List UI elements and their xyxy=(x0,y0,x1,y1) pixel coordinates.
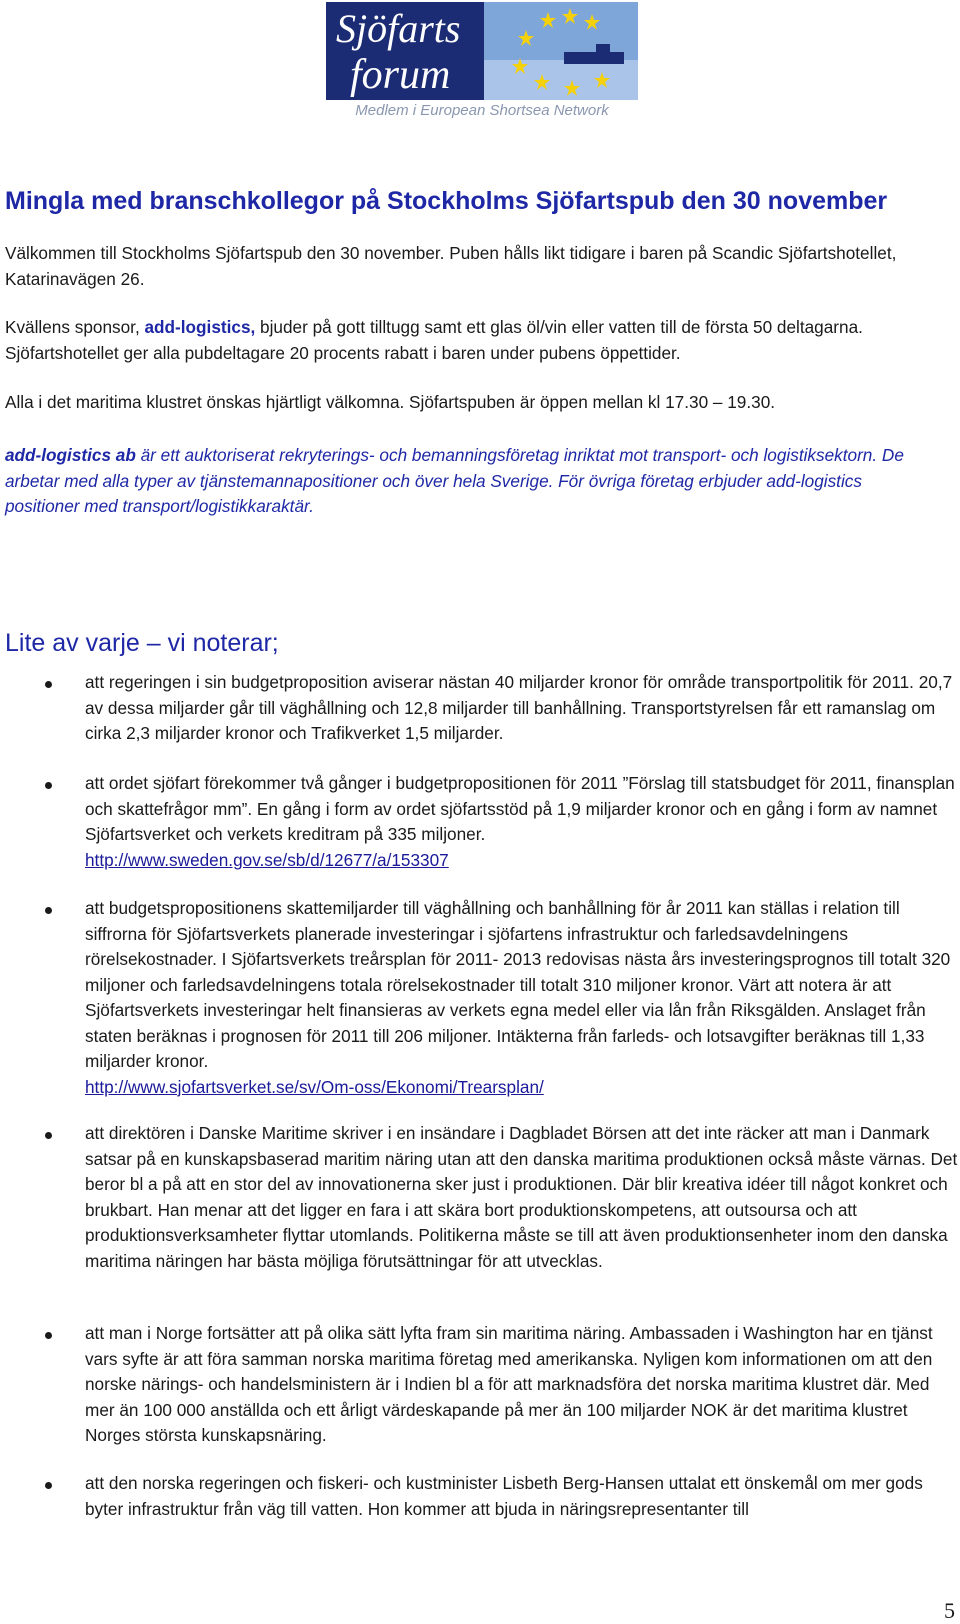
bullet-icon xyxy=(45,681,52,688)
sponsor-name: add-logistics, xyxy=(144,317,256,337)
bullet-icon xyxy=(45,1482,52,1489)
list-item-text: att regeringen i sin budgetproposition aviserar nästan 40 miljarder kronor för område transportpolitik för 2011. 20,7 av dessa miljarder går till väghållning och 12,8 miljarder till banhållning. Transportstyrelsen får ett ramanslag om cirka 2,3 miljarder kronor och Trafikverket 1,5 miljarder. xyxy=(85,672,953,743)
bullet-icon xyxy=(45,782,52,789)
list-item-text: att direktören i Danske Maritime skriver i en insändare i Dagbladet Börsen att det inte räcker att man i Danmark satsar på en kunskapsbaserad maritim näring utan att den danska maritima produktionen också måste värnas. Det beror bl a på att en stor del av innovationerna sker just i produktionen. Där blir kreativa idéer till något konkret och brukbart. Han menar att det ligger en fara i att skära bort produktionskompetens, att outsoursa och att produktionsverksamheter flyttar utomlands. Politikerna måste se till att även produktionsenheter inom den danska maritima näringen har bästa möjliga förutsättningar för att utvecklas. xyxy=(85,1123,958,1271)
ship-icon xyxy=(564,52,624,64)
paragraph-company xyxy=(5,443,915,520)
list-item-text: att man i Norge fortsätter att på olika sätt lyfta fram sin maritima näring. Ambassaden i Washington har en tjänst vars syfte är att föra samman norska maritima företag med amerikanska. Nyligen kom informationen om att den norske närings- och handelsministern är i Indien bl a för att marknadsföra det norska maritima klustret där. Med mer än 100 000 anställda och ett årligt värdeskapande på mer än 100 miljarder NOK är det maritima klustret Norges största kunskapsnäring. xyxy=(85,1323,933,1445)
sjofartsforum-logo xyxy=(326,2,638,121)
logo-graphic xyxy=(326,2,638,100)
page-number: 5 xyxy=(944,1598,955,1623)
bullet-icon xyxy=(45,1132,52,1139)
regeringen-link[interactable]: http://www.sweden.gov.se/sb/d/12677/a/153307 xyxy=(85,849,449,870)
sponsor-intro: Kvällens sponsor, xyxy=(5,317,145,337)
list-item-body xyxy=(85,771,960,873)
logo-line1: Sjöfarts xyxy=(336,6,461,51)
article-headline: Mingla med branschkollegor på Stockholms Sjöfartspub den 30 november xyxy=(5,187,888,215)
paragraph-welcome: Välkommen till Stockholms Sjöfartspub den 30 november. Puben hålls likt tidigare i baren på Scandic Sjöfartshotellet, Katarinavägen 26. xyxy=(5,243,897,289)
logo-sea xyxy=(484,60,638,100)
logo-line2: forum xyxy=(350,52,451,98)
bullet-icon xyxy=(45,1332,52,1339)
list-item-text: att ordet sjöfart förekommer två gånger i budgetpropositionen för 2011 ”Förslag till statsbudget för 2011, finansplan och skattefrågor mm”. En gång i form av ordet sjöfartsstöd på 1,9 miljarder kronor och en gång i form av namnet Sjöfartsverket och verkets kreditram på 335 miljoner. xyxy=(85,773,955,844)
list-item-text: att den norska regeringen och fiskeri- och kustminister Lisbeth Berg-Hansen uttalat ett önskemål om mer gods byter infrastruktur från väg till vatten. Hon kommer att bjuda in näringsrepresentanter till xyxy=(85,1473,923,1519)
company-name: add-logistics ab xyxy=(5,445,136,465)
logo-tagline: Medlem i European Shortsea Network xyxy=(326,100,638,121)
sponsor-details: bjuder på gott tilltugg samt ett glas öl/vin eller vatten till de första 50 deltagarna. Sjöfartshotellet ger alla pubdeltagare 20 procents rabatt i baren under pubens öppettider. xyxy=(5,317,863,363)
paragraph-sponsor xyxy=(5,315,945,366)
list-item-body xyxy=(85,896,960,1100)
ship-bridge xyxy=(596,44,610,53)
bullet-icon xyxy=(45,907,52,914)
paragraph-welcome-all: Alla i det maritima klustret önskas hjärtligt välkomna. Sjöfartspuben är öppen mellan kl 17.30 – 19.30. xyxy=(5,392,776,412)
list-item-text: att budgetspropositionens skattemiljarder till väghållning och banhållning för år 2011 kan ställas i relation till siffrorna för Sjöfartsverkets planerade investeringar i sjöfartens infrastruktur och farledsavdelningens rörelsekostnader. I Sjöfartsverkets treårsplan för 2011- 2013 redovisas nästa års investeringsprognos till totalt 320 miljoner och farledsavdelningens totala rörelsekostnader till totalt 310 miljoner kronor. Värt att notera är att Sjöfartsverkets investeringar helt finansieras av verkets egna medel eller via lån från Riksgälden. Anslaget från staten beräknas i prognosen för 2011 till 206 miljoner. Intäkterna från farleds- och lotsavgifter beräknas till 1,33 miljarder kronor. xyxy=(85,898,951,1071)
company-description: är ett auktoriserat rekryterings- och bemanningsföretag inriktat mot transport- och logistiksektorn. De arbetar med alla typer av tjänstemannapositioner och över hela Sverige. För övriga företag erbjuder add-logistics positioner med transport/logistikkaraktär. xyxy=(5,445,904,516)
notes-heading: Lite av varje – vi noterar; xyxy=(5,629,279,657)
sjofartsverket-link[interactable]: http://www.sjofartsverket.se/sv/Om-oss/Ekonomi/Trearsplan/ xyxy=(85,1076,544,1097)
